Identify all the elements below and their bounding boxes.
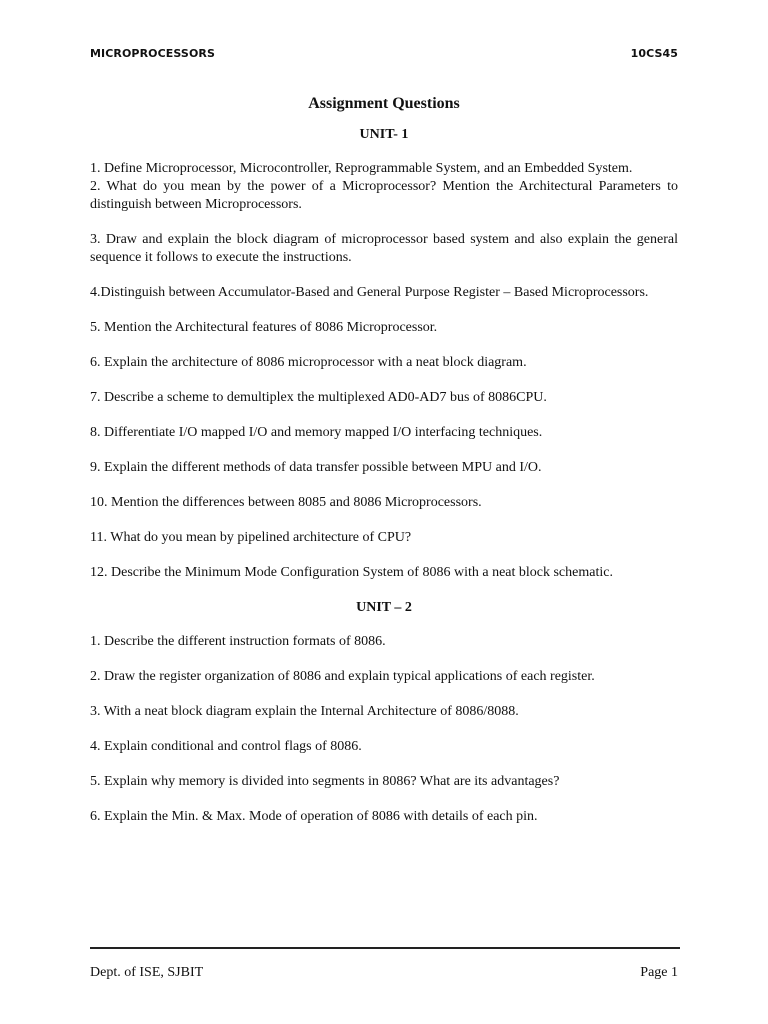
page-footer [90, 965, 678, 983]
question-list-item: 12. Describe the Minimum Mode Configuration System of 8086 with a neat block schematic. [90, 565, 613, 580]
page-header [90, 47, 678, 63]
question-list-item: 9. Explain the different methods of data transfer possible between MPU and I/O. [90, 460, 542, 475]
question-list-item: 10. Mention the differences between 8085 and 8086 Microprocessors. [90, 495, 482, 510]
footer-divider [90, 947, 680, 949]
question-list-item: 2. Draw the register organization of 8086 and explain typical applications of each register. [90, 669, 595, 684]
question-list-item: 3. With a neat block diagram explain the Internal Architecture of 8086/8088. [90, 704, 519, 719]
document-body [90, 94, 678, 843]
question-list-item: 6. Explain the Min. & Max. Mode of operation of 8086 with details of each pin. [90, 809, 538, 824]
question-list-item: 2. What do you mean by the power of a Microprocessor? Mention the Architectural Parameters to distinguish between Microprocessors. [90, 179, 678, 212]
question-list-item: 1. Describe the different instruction formats of 8086. [90, 634, 386, 649]
unit-2-heading: UNIT – 2 [356, 600, 412, 615]
subject-title: MICROPROCESSORS [90, 47, 215, 60]
page-number: Page 1 [640, 965, 678, 980]
unit-1-heading: UNIT- 1 [359, 127, 409, 142]
question-list-item: 5. Mention the Architectural features of 8086 Microprocessor. [90, 320, 438, 335]
course-code: 10CS45 [630, 47, 678, 60]
question-list-item: 4.Distinguish between Accumulator-Based and General Purpose Register – Based Microprocessors. [90, 285, 649, 300]
question-list-item: 5. Explain why memory is divided into segments in 8086? What are its advantages? [90, 774, 560, 789]
department-label: Dept. of ISE, SJBIT [90, 965, 204, 980]
question-list-item: 7. Describe a scheme to demultiplex the multiplexed AD0-AD7 bus of 8086CPU. [90, 390, 547, 405]
question-list-item: 8. Differentiate I/O mapped I/O and memory mapped I/O interfacing techniques. [90, 425, 543, 440]
question-list-item: 4. Explain conditional and control flags of 8086. [90, 739, 362, 754]
page-title: Assignment Questions [308, 95, 460, 112]
question-list-item: 11. What do you mean by pipelined architecture of CPU? [90, 530, 412, 545]
question-list-item: 3. Draw and explain the block diagram of microprocessor based system and also explain the general sequence it follows to execute the instructions. [90, 232, 678, 265]
question-list-item: 1. Define Microprocessor, Microcontroller, Reprogrammable System, and an Embedded System. [90, 161, 633, 176]
question-list-item: 6. Explain the architecture of 8086 microprocessor with a neat block diagram. [90, 355, 527, 370]
